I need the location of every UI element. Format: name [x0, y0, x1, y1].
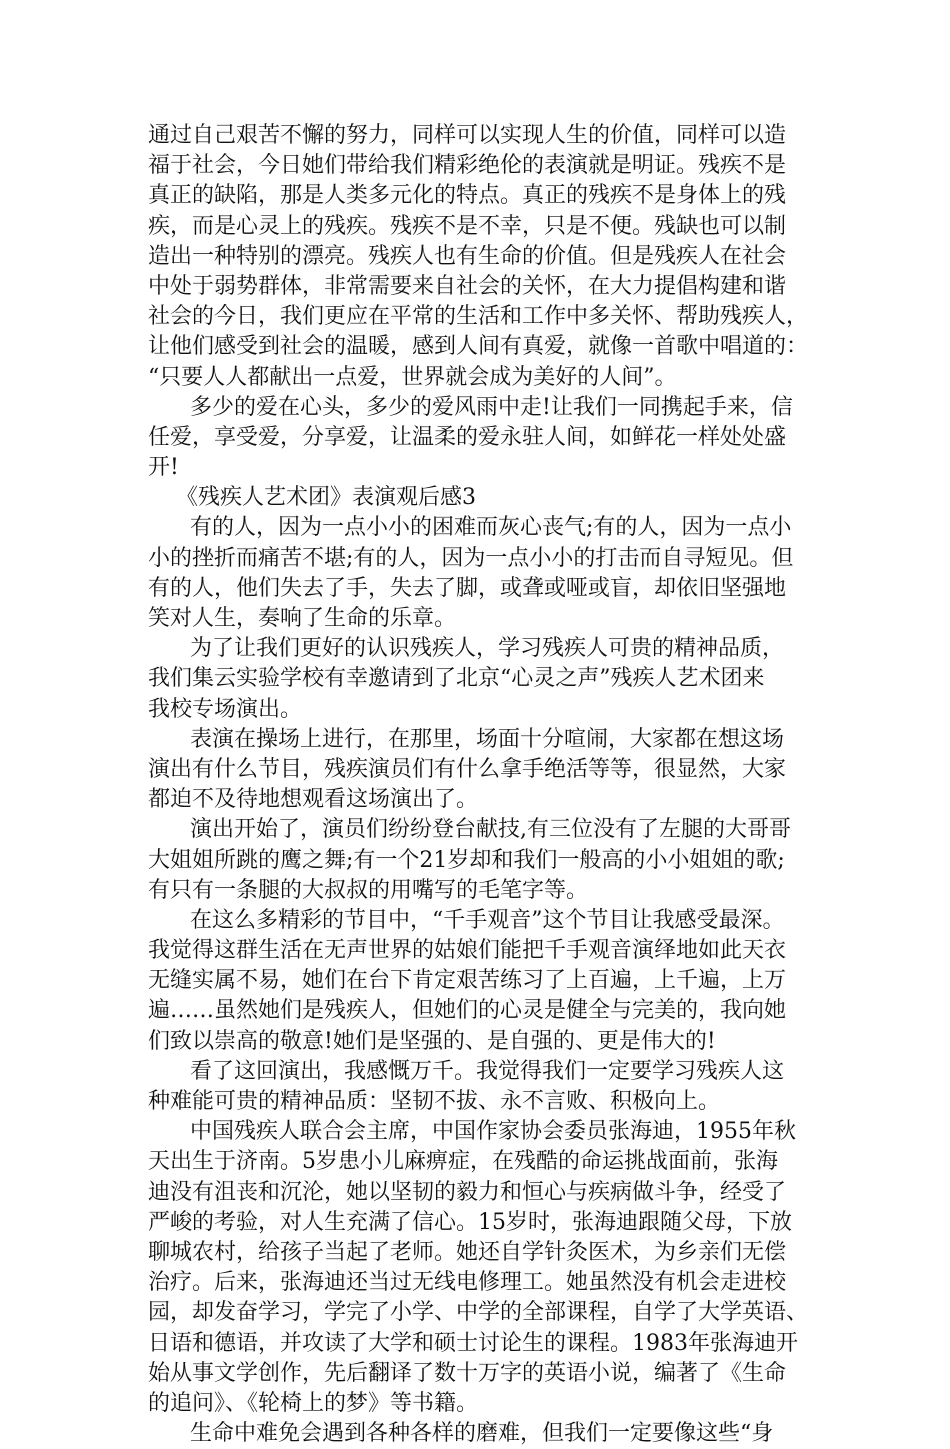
text-line: 我觉得这群生活在无声世界的姑娘们能把千手观音演绎地如此天衣 — [148, 938, 787, 964]
text-line: 看了这回演出，我感慨万千。我觉得我们一定要学习残疾人这 — [190, 1058, 785, 1084]
text-line: 有的人，因为一点小小的困难而灰心丧气;有的人，因为一点小 — [190, 515, 792, 541]
text-line: 迪没有沮丧和沉沦，她以坚韧的毅力和恒心与疾病做斗争，经受了 — [148, 1179, 787, 1205]
text-line: 演出有什么节目，残疾演员们有什么拿手绝活等等，很显然，大家 — [148, 756, 787, 782]
text-line: “只要人人都献出一点爱，世界就会成为美好的人间”。 — [148, 364, 677, 390]
section-title: 《残疾人艺术团》表演观后感3 — [176, 485, 476, 511]
text-line: 园，却发奋学习，学完了小学、中学的全部课程，自学了大学英语、 — [148, 1300, 809, 1326]
text-line: 造出一种特别的漂亮。残疾人也有生命的价值。但是残疾人在社会 — [148, 243, 787, 269]
text-line: 小的挫折而痛苦不堪;有的人，因为一点小小的打击而自寻短见。但 — [148, 545, 794, 571]
text-line: 真正的缺陷，那是人类多元化的特点。真正的残疾不是身体上的残 — [148, 183, 787, 209]
text-line: 笑对人生，奏响了生命的乐章。 — [148, 606, 457, 631]
text-line: 治疗。后来，张海迪还当过无线电修理工。她虽然没有机会走进校 — [148, 1270, 787, 1296]
text-line: 的追问》、《轮椅上的梦》等书籍。 — [148, 1390, 479, 1416]
text-line: 演出开始了，演员们纷纷登台献技,有三位没有了左腿的大哥哥 — [190, 817, 791, 843]
text-line: 中国残疾人联合会主席，中国作家协会委员张海迪，1955年秋 — [190, 1119, 796, 1145]
text-line: 福于社会，今日她们带给我们精彩绝伦的表演就是明证。残疾不是 — [148, 153, 787, 179]
text-line: 遍……虽然她们是残疾人，但她们的心灵是健全与完美的，我向她 — [148, 998, 787, 1024]
text-line: 严峻的考验，对人生充满了信心。15岁时，张海迪跟随父母，下放 — [148, 1209, 792, 1235]
text-line: 中处于弱势群体，非常需要来自社会的关怀，在大力提倡构建和谐 — [148, 273, 787, 299]
text-line: 天出生于济南。5岁患小儿麻痹症，在残酷的命运挑战面前，张海 — [148, 1149, 778, 1175]
text-line: 通过自己艰苦不懈的努力，同样可以实现人生的价值，同样可以造 — [148, 123, 787, 148]
document-body — [148, 121, 808, 1449]
text-line: 让他们感受到社会的温暖，感到人间有真爱，就像一首歌中唱道的： — [148, 334, 809, 360]
text-line: 疾，而是心灵上的残疾。残疾不是不幸，只是不便。残缺也可以制 — [148, 213, 787, 239]
text-line: 无缝实属不易，她们在台下肯定艰苦练习了上百遍，上千遍，上万 — [148, 968, 787, 994]
text-line: 为了让我们更好的认识残疾人，学习残疾人可贵的精神品质， — [190, 636, 785, 662]
text-line: 种难能可贵的精神品质：坚韧不拔、永不言败、积极向上。 — [148, 1089, 721, 1114]
text-line: 生命中难免会遇到各种各样的磨难，但我们一定要像这些“身 — [190, 1421, 774, 1447]
text-line: 多少的爱在心头，多少的爱风雨中走!让我们一同携起手来，信 — [190, 394, 793, 420]
text-line: 有的人，他们失去了手，失去了脚，或聋或哑或盲，却依旧坚强地 — [148, 575, 787, 601]
text-line: 大姐姐所跳的鹰之舞;有一个21岁却和我们一般高的小小姐姐的歌; — [148, 847, 785, 873]
text-line: 我校专场演出。 — [148, 696, 303, 722]
text-line: 表演在操场上进行，在那里，场面十分喧闹，大家都在想这场 — [190, 726, 785, 752]
text-line: 日语和德语，并攻读了大学和硕士讨论生的课程。1983年张海迪开 — [148, 1330, 798, 1356]
text-line: 开! — [148, 455, 179, 481]
text-line: 在这么多精彩的节目中，“千手观音”这个节目让我感受最深。 — [190, 907, 785, 933]
text-line: 我们集云实验学校有幸邀请到了北京“心灵之声”残疾人艺术团来 — [148, 666, 765, 692]
text-line: 始从事文学创作，先后翻译了数十万字的英语小说，编著了《生命 — [148, 1360, 787, 1386]
text-line: 都迫不及待地想观看这场演出了。 — [148, 787, 479, 813]
text-line: 有只有一条腿的大叔叔的用嘴写的毛笔字等。 — [148, 877, 589, 903]
text-line: 社会的今日，我们更应在平常的生活和工作中多关怀、帮助残疾人， — [148, 304, 809, 330]
text-line: 们致以崇高的敬意!她们是坚强的、是自强的、更是伟大的! — [148, 1028, 716, 1054]
text-line: 聊城农村，给孩子当起了老师。她还自学针灸医术，为乡亲们无偿 — [148, 1239, 787, 1265]
text-line: 任爱，享受爱，分享爱，让温柔的爱永驻人间，如鲜花一样处处盛 — [148, 424, 787, 450]
